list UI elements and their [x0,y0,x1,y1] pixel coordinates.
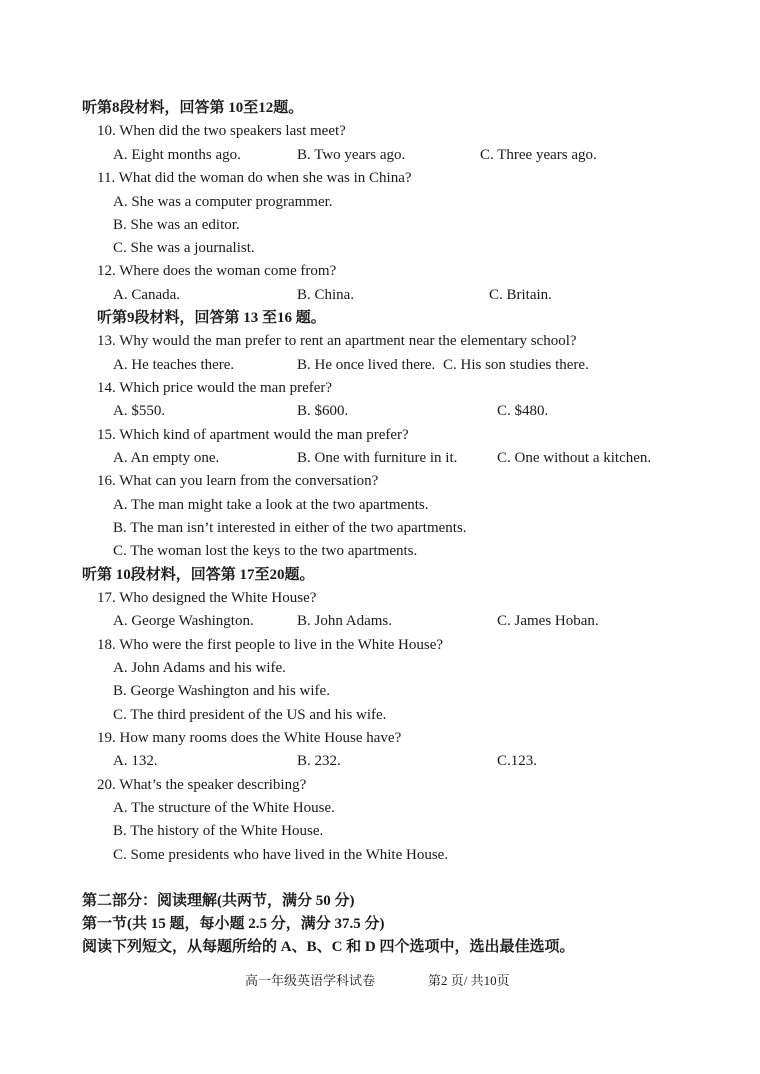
option-c: C. She was a journalist. [113,240,255,256]
option-a: A. The structure of the White House. [113,800,335,816]
option-a: A. He teaches there. [113,357,235,373]
option-a: A. George Washington. [113,613,254,629]
question-stem: 20. What’s the speaker describing? [97,777,307,793]
question-stem: 13. Why would the man prefer to rent an apartment near the elementary school? [97,333,577,349]
footer-paper-title: 高一年级英语学科试卷 [245,973,376,988]
question-stem: 17. Who designed the White House? [97,590,317,606]
section-heading: 听第 10段材料，回答第 17至20题。 [82,567,315,583]
option-b: B. 232. [297,753,341,769]
question-stem: 11. What did the woman do when she was in China? [97,170,412,186]
question-stem: 16. What can you learn from the conversation? [97,473,379,489]
option-b: B. John Adams. [297,613,393,629]
option-c: C. The woman lost the keys to the two apartments. [113,543,418,559]
question-stem: 10. When did the two speakers last meet? [97,123,346,139]
option-a: A. Canada. [113,287,181,303]
section-heading: 听第9段材料，回答第 13 至16 题。 [97,310,326,326]
section-heading: 听第8段材料，回答第 10至12题。 [82,100,304,116]
question-stem: 18. Who were the first people to live in the White House? [97,637,444,653]
question-stem: 14. Which price would the man prefer? [97,380,333,396]
option-a: A. Eight months ago. [113,147,241,163]
footer-page-info: 第2 页/ 共10页 [428,973,510,988]
question-stem: 12. Where does the woman come from? [97,263,337,279]
part-title: 第二部分：阅读理解(共两节，满分 50 分) [82,893,355,909]
question-stem: 15. Which kind of apartment would the man prefer? [97,427,409,443]
option-c: C. $480. [497,403,549,419]
option-c: C. Some presidents who have lived in the White House. [113,847,449,863]
option-b: B. George Washington and his wife. [113,683,330,699]
option-c: C. Britain. [489,287,552,303]
option-b: B. He once lived there. [297,357,436,373]
instructions: 阅读下列短文，从每题所给的 A、B、C 和 D 四个选项中，选出最佳选项。 [82,939,575,955]
option-b: B. China. [297,287,355,303]
option-b: B. The man isn’t interested in either of the two apartments. [113,520,467,536]
option-b: B. She was an editor. [113,217,240,233]
option-b: B. $600. [297,403,349,419]
option-a: A. The man might take a look at the two apartments. [113,497,429,513]
option-a: A. John Adams and his wife. [113,660,286,676]
option-b: B. Two years ago. [297,147,406,163]
option-a: A. 132. [113,753,158,769]
option-c: C. The third president of the US and his wife. [113,707,387,723]
option-b: B. One with furniture in it. [297,450,458,466]
question-stem: 19. How many rooms does the White House have? [97,730,402,746]
section-title: 第一节(共 15 题，每小题 2.5 分，满分 37.5 分) [82,916,385,932]
option-c: C. One without a kitchen. [497,450,652,466]
option-c: C.123. [497,753,538,769]
option-a: A. $550. [113,403,166,419]
option-c: C. James Hoban. [497,613,599,629]
option-b: B. The history of the White House. [113,823,324,839]
option-c: C. Three years ago. [480,147,597,163]
option-c: C. His son studies there. [443,357,589,373]
option-a: A. An empty one. [113,450,220,466]
option-a: A. She was a computer programmer. [113,194,333,210]
